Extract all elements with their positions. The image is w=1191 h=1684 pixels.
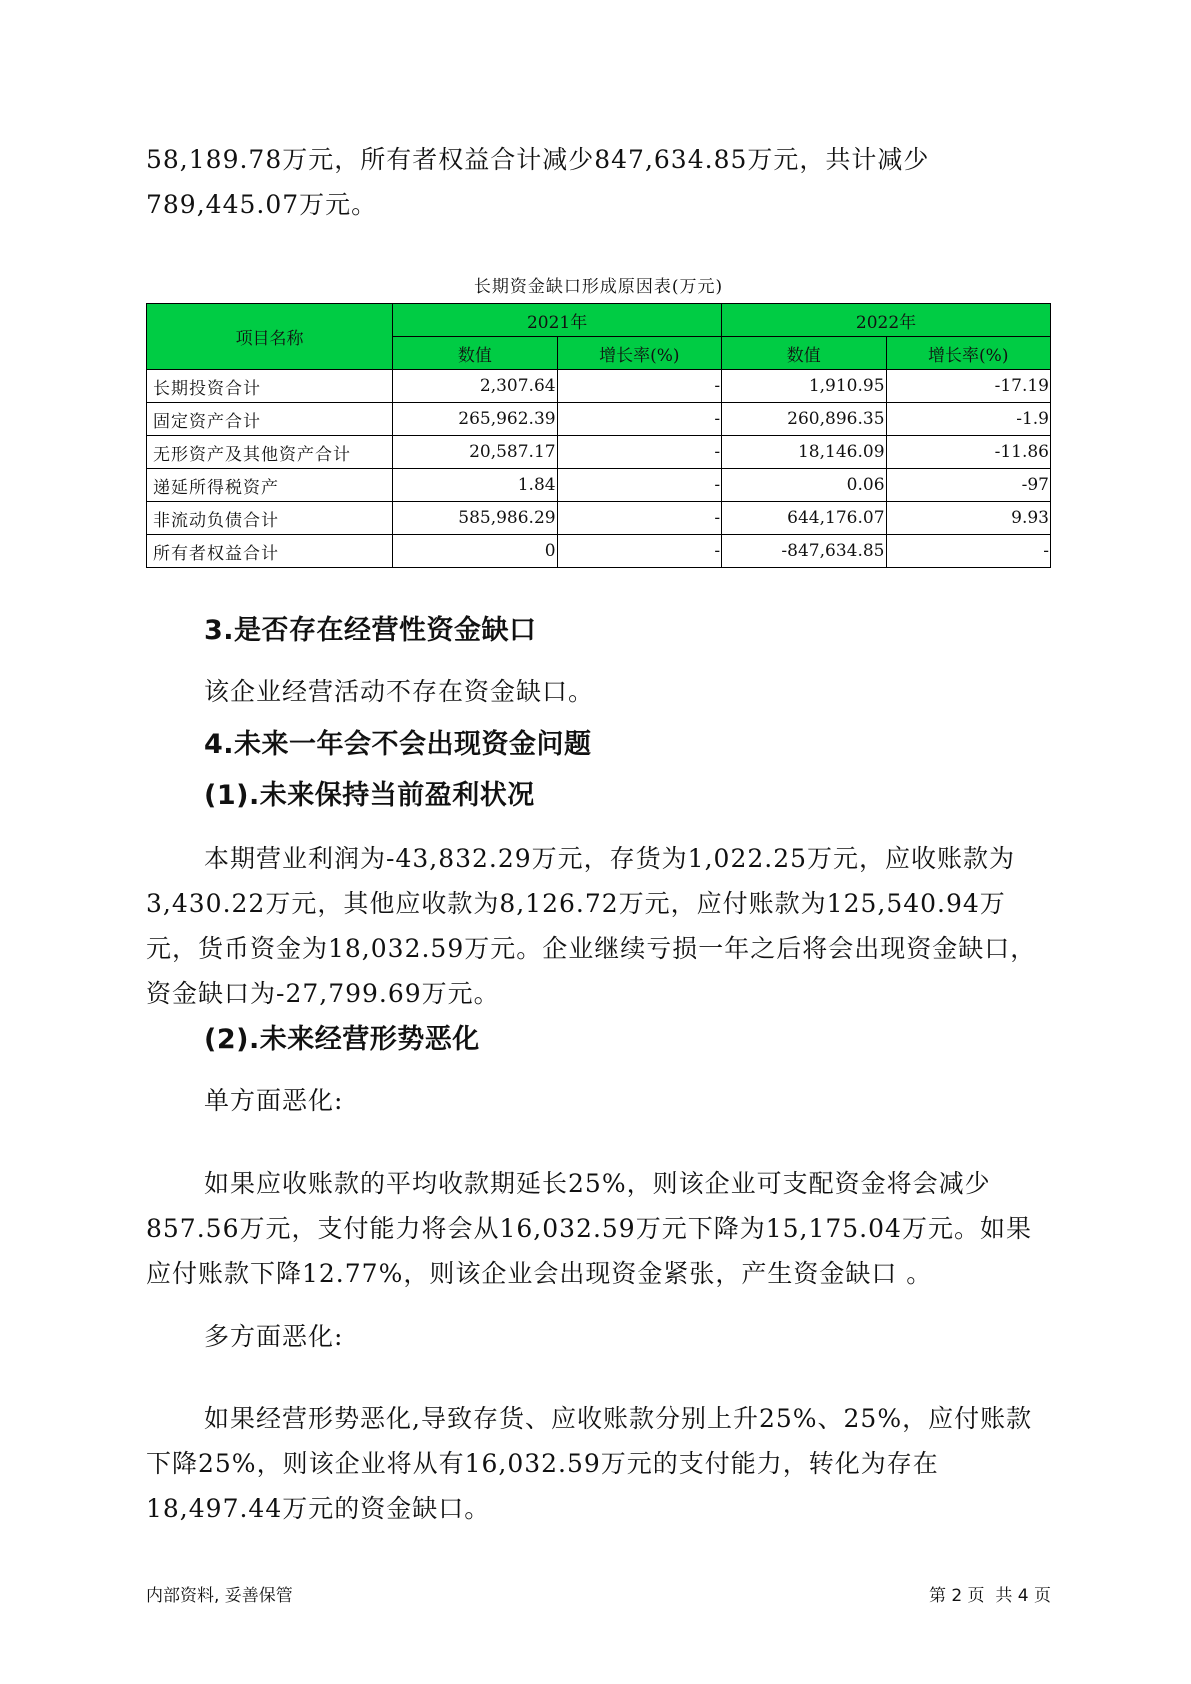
row-name: 固定资产合计 (147, 403, 393, 436)
multi-worsening-text: 如果经营形势恶化,导致存货、应收账款分别上升25%、25%，应付账款下降25%，则该企业将从有16,032.59万元的支付能力，转化为存在18,497.44万元的资金缺口。 (146, 1404, 1033, 1523)
header-year-2022: 2022年 (722, 304, 1051, 337)
footer-page-number: 第 2 页 共 4 页 (928, 1586, 1051, 1606)
table-row (147, 502, 1051, 535)
multi-worsening-label: 多方面恶化: (204, 1322, 344, 1351)
table-row (147, 436, 1051, 469)
table-caption: 长期资金缺口形成原因表(万元) (473, 277, 724, 297)
value-2021: 1.84 (393, 469, 557, 502)
table-header-row-years (147, 304, 1051, 337)
value-2022: 1,910.95 (722, 370, 886, 403)
row-name: 所有者权益合计 (147, 535, 393, 568)
header-value-2022: 数值 (722, 337, 886, 370)
growth-2021: - (557, 436, 721, 469)
section4-heading: 4.未来一年会不会出现资金问题 (204, 729, 592, 760)
section4-sub1-heading: (1).未来保持当前盈利状况 (204, 780, 535, 811)
growth-2021: - (557, 370, 721, 403)
single-worsening-label: 单方面恶化: (204, 1086, 344, 1115)
value-2022: 0.06 (722, 469, 886, 502)
row-name: 非流动负债合计 (147, 502, 393, 535)
section4-sub2-heading: (2).未来经营形势恶化 (204, 1024, 480, 1055)
table-row (147, 403, 1051, 436)
header-growth-2021: 增长率(%) (557, 337, 721, 370)
table-row (147, 535, 1051, 568)
footer-confidential: 内部资料, 妥善保管 (146, 1586, 293, 1606)
value-2022: 260,896.35 (722, 403, 886, 436)
value-2021: 20,587.17 (393, 436, 557, 469)
growth-2021: - (557, 535, 721, 568)
growth-2022: 9.93 (886, 502, 1050, 535)
growth-2022: - (886, 535, 1050, 568)
table-row (147, 370, 1051, 403)
row-name: 长期投资合计 (147, 370, 393, 403)
value-2021: 0 (393, 535, 557, 568)
intro-paragraph: 58,189.78万元，所有者权益合计减少847,634.85万元，共计减少789,445.07万元。 (146, 145, 930, 219)
header-year-2021: 2021年 (393, 304, 722, 337)
growth-2022: -11.86 (886, 436, 1050, 469)
growth-2022: -17.19 (886, 370, 1050, 403)
growth-2022: -1.9 (886, 403, 1050, 436)
header-value-2021: 数值 (393, 337, 557, 370)
value-2021: 2,307.64 (393, 370, 557, 403)
growth-2022: -97 (886, 469, 1050, 502)
funding-gap-table (146, 303, 1051, 568)
value-2022: 18,146.09 (722, 436, 886, 469)
header-growth-2022: 增长率(%) (886, 337, 1050, 370)
growth-2021: - (557, 469, 721, 502)
row-name: 无形资产及其他资产合计 (147, 436, 393, 469)
section3-heading: 3.是否存在经营性资金缺口 (204, 615, 537, 646)
section3-text: 该企业经营活动不存在资金缺口。 (204, 677, 595, 706)
value-2022: 644,176.07 (722, 502, 886, 535)
header-item-name: 项目名称 (147, 304, 393, 370)
value-2021: 265,962.39 (393, 403, 557, 436)
growth-2021: - (557, 403, 721, 436)
single-worsening-text: 如果应收账款的平均收款期延长25%，则该企业可支配资金将会减少857.56万元，支付能力将会从16,032.59万元下降为15,175.04万元。如果应付账款下降12.77%，则该企业会出现资金紧张，产生资金缺口 。 (146, 1169, 1032, 1288)
table-row (147, 469, 1051, 502)
value-2021: 585,986.29 (393, 502, 557, 535)
row-name: 递延所得税资产 (147, 469, 393, 502)
value-2022: -847,634.85 (722, 535, 886, 568)
section4-sub1-text: 本期营业利润为-43,832.29万元，存货为1,022.25万元，应收账款为3,430.22万元，其他应收款为8,126.72万元，应付账款为125,540.94万元，货币资金为18,032.59万元。企业继续亏损一年之后将会出现资金缺口，资金缺口为-27,799.69万元。 (146, 844, 1037, 1008)
growth-2021: - (557, 502, 721, 535)
